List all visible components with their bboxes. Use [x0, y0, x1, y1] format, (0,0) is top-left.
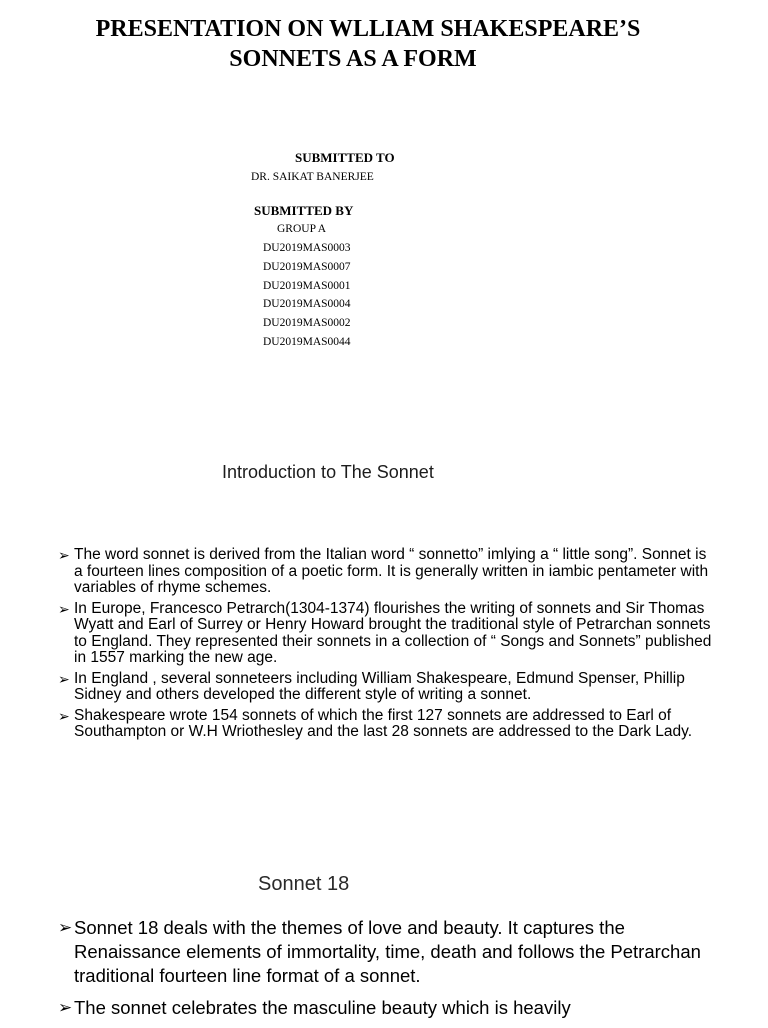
list-item-text: In Europe, Francesco Petrarch(1304-1374) flourishes the writing of sonnets and Sir Thomas Wyatt and Earl of Surrey or Henry Howard brought the traditional style of Petrarchan sonnets to England. They represented their sonnets in a collection of “ Songs and Sonnets” published in 1557 marking the new age. [74, 599, 712, 666]
title-line-2: SONNETS AS A FORM [229, 46, 477, 72]
arrow-bullet-icon: ➢ [58, 998, 73, 1017]
list-item [58, 708, 718, 741]
sonnet-18-heading: Sonnet 18 [258, 873, 350, 895]
title-line-1: PRESENTATION ON WLLIAM SHAKESPEARE’S [95, 16, 641, 42]
intro-bullet-list [58, 547, 718, 745]
sonnet-18-bullet-list [58, 916, 718, 1028]
student-id: DU2019MAS0003 [263, 242, 351, 254]
arrow-bullet-icon: ➢ [58, 547, 70, 563]
submitted-to-name: DR. SAIKAT BANERJEE [251, 171, 374, 183]
student-id: DU2019MAS0001 [263, 280, 351, 292]
submitted-to-label: SUBMITTED TO [295, 150, 395, 165]
intro-heading: Introduction to The Sonnet [222, 462, 434, 482]
list-item [58, 671, 718, 704]
arrow-bullet-icon: ➢ [58, 670, 70, 687]
student-id: DU2019MAS0004 [263, 298, 351, 310]
arrow-bullet-icon: ➢ [58, 707, 70, 724]
list-item-text: In England , several sonneteers including William Shakespeare, Edmund Spenser, Phillip Sidney and others developed the different style of writing a sonnet. [74, 669, 685, 703]
arrow-bullet-icon: ➢ [58, 600, 70, 617]
list-item-text: The word sonnet is derived from the Italian word “ sonnetto” imlying a “ little song”. Sonnet is a fourteen lines composition of a poetic form. It is generally written in iambic pentameter with variables of rhyme schemes. [74, 546, 709, 596]
submitted-by-label: SUBMITTED BY [254, 203, 354, 218]
list-item-text: Shakespeare wrote 154 sonnets of which the first 127 sonnets are addressed to Earl of Southampton or W.H Wriothesley and the last 28 sonnets are addressed to the Dark Lady. [74, 706, 693, 740]
student-id: DU2019MAS0002 [263, 317, 351, 329]
list-item [58, 547, 718, 597]
list-item [58, 601, 718, 667]
page-title [0, 14, 736, 74]
list-item-text: The sonnet celebrates the masculine beauty which is heavily [74, 997, 571, 1018]
student-id: DU2019MAS0007 [263, 261, 351, 273]
student-id: DU2019MAS0044 [263, 336, 351, 348]
arrow-bullet-icon: ➢ [58, 918, 73, 937]
list-item-text: Sonnet 18 deals with the themes of love and beauty. It captures the Renaissance elements of immortality, time, death and follows the Petrarchan traditional fourteen line format of a sonnet. [74, 917, 701, 986]
group-name: GROUP A [277, 223, 327, 235]
list-item [58, 996, 718, 1020]
list-item [58, 916, 718, 988]
